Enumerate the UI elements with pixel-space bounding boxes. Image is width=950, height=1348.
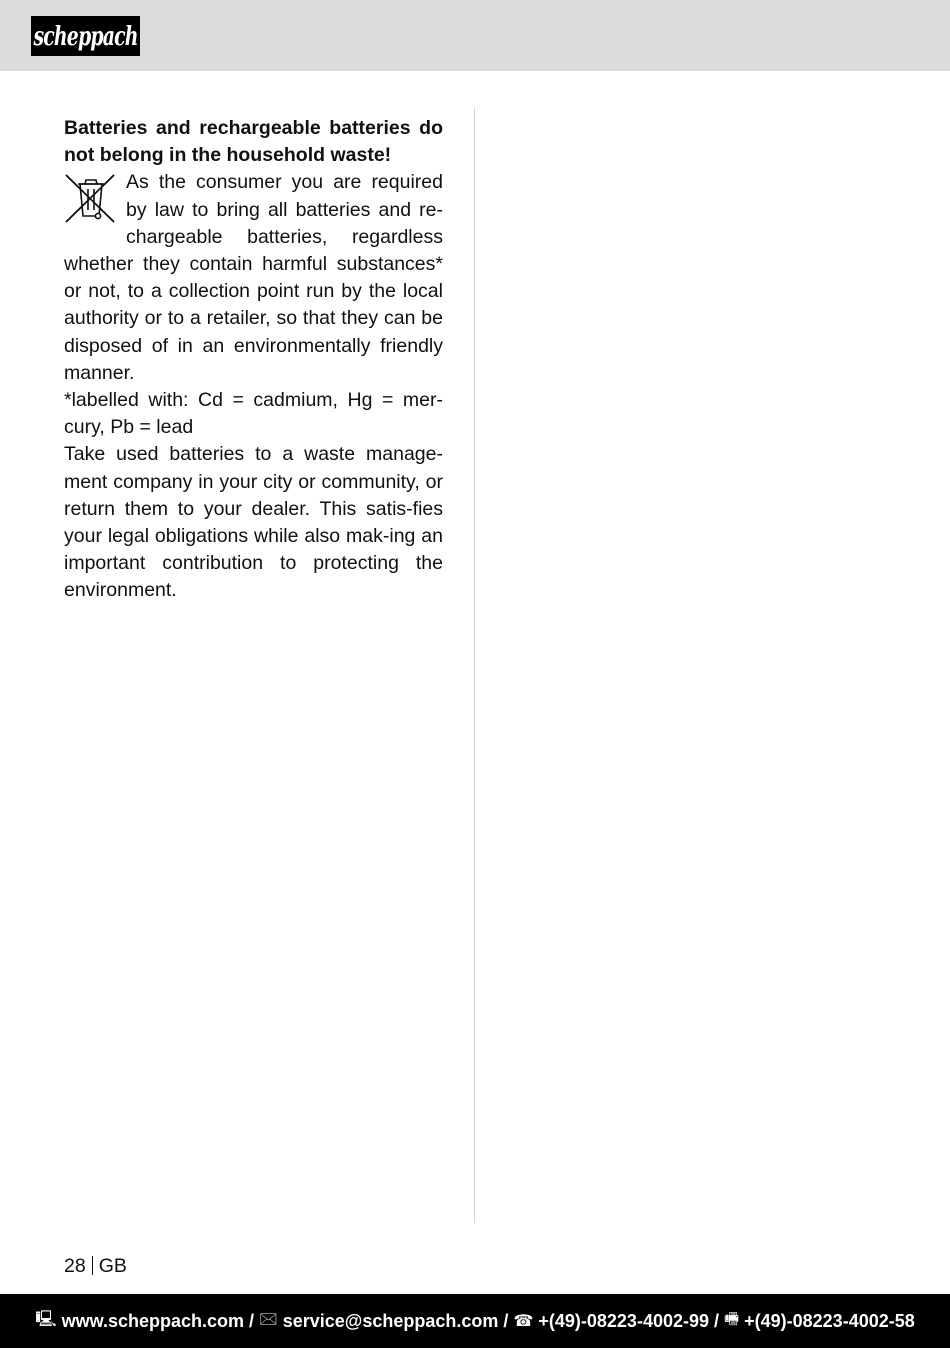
- scheppach-logo: [31, 16, 140, 56]
- footer-separator: [92, 1256, 93, 1275]
- fax-icon: 🖷: [724, 1310, 740, 1328]
- page-footer: [64, 1255, 127, 1278]
- fax-number: +(49)-08223-4002-58: [744, 1310, 915, 1331]
- phone-number: +(49)-08223-4002-99: [538, 1310, 709, 1331]
- contact-separator: /: [714, 1310, 720, 1331]
- crossed-out-wheelie-bin-icon: [64, 172, 118, 226]
- computer-icon: 🖳: [35, 1310, 57, 1328]
- contact-separator: /: [503, 1310, 509, 1331]
- envelope-icon: 🖂: [259, 1310, 278, 1328]
- paragraph-return: Take used batteries to a waste manage-ment company in your city or community, or return them to your dealer. This satis-fies your legal obligations while also mak-ing an important contribution to protecting the environment.: [64, 443, 443, 602]
- section-heading: Batteries and rechargeable batteries do not belong in the household waste!: [64, 117, 443, 167]
- telephone-icon: ☎: [513, 1313, 534, 1330]
- page-number: 28: [64, 1255, 86, 1277]
- logo-text: scheppach: [33, 20, 138, 52]
- contact-separator: /: [249, 1310, 255, 1331]
- language-code: GB: [98, 1255, 127, 1277]
- paragraph-text: whether they contain harmful substances* or not, to a collection point run by the local authority or to a retailer, so that they can be disposed of in an environmentally friendly manner.: [64, 253, 443, 384]
- text-line: As the consumer you are required: [126, 171, 443, 194]
- column-divider: [474, 108, 475, 1223]
- contact-bar: [0, 1294, 950, 1348]
- footnote: *labelled with: Cd = cadmium, Hg = mer-cury, Pb = lead: [64, 389, 443, 439]
- paragraph-disposal: [64, 169, 443, 387]
- text-line: chargeable batteries, regardless: [126, 225, 443, 248]
- left-column: [64, 115, 443, 605]
- text-line: by law to bring all batteries and re-: [126, 198, 443, 221]
- website-link[interactable]: www.scheppach.com: [61, 1310, 244, 1331]
- header-band: [0, 0, 950, 71]
- email-link[interactable]: service@scheppach.com: [282, 1310, 499, 1331]
